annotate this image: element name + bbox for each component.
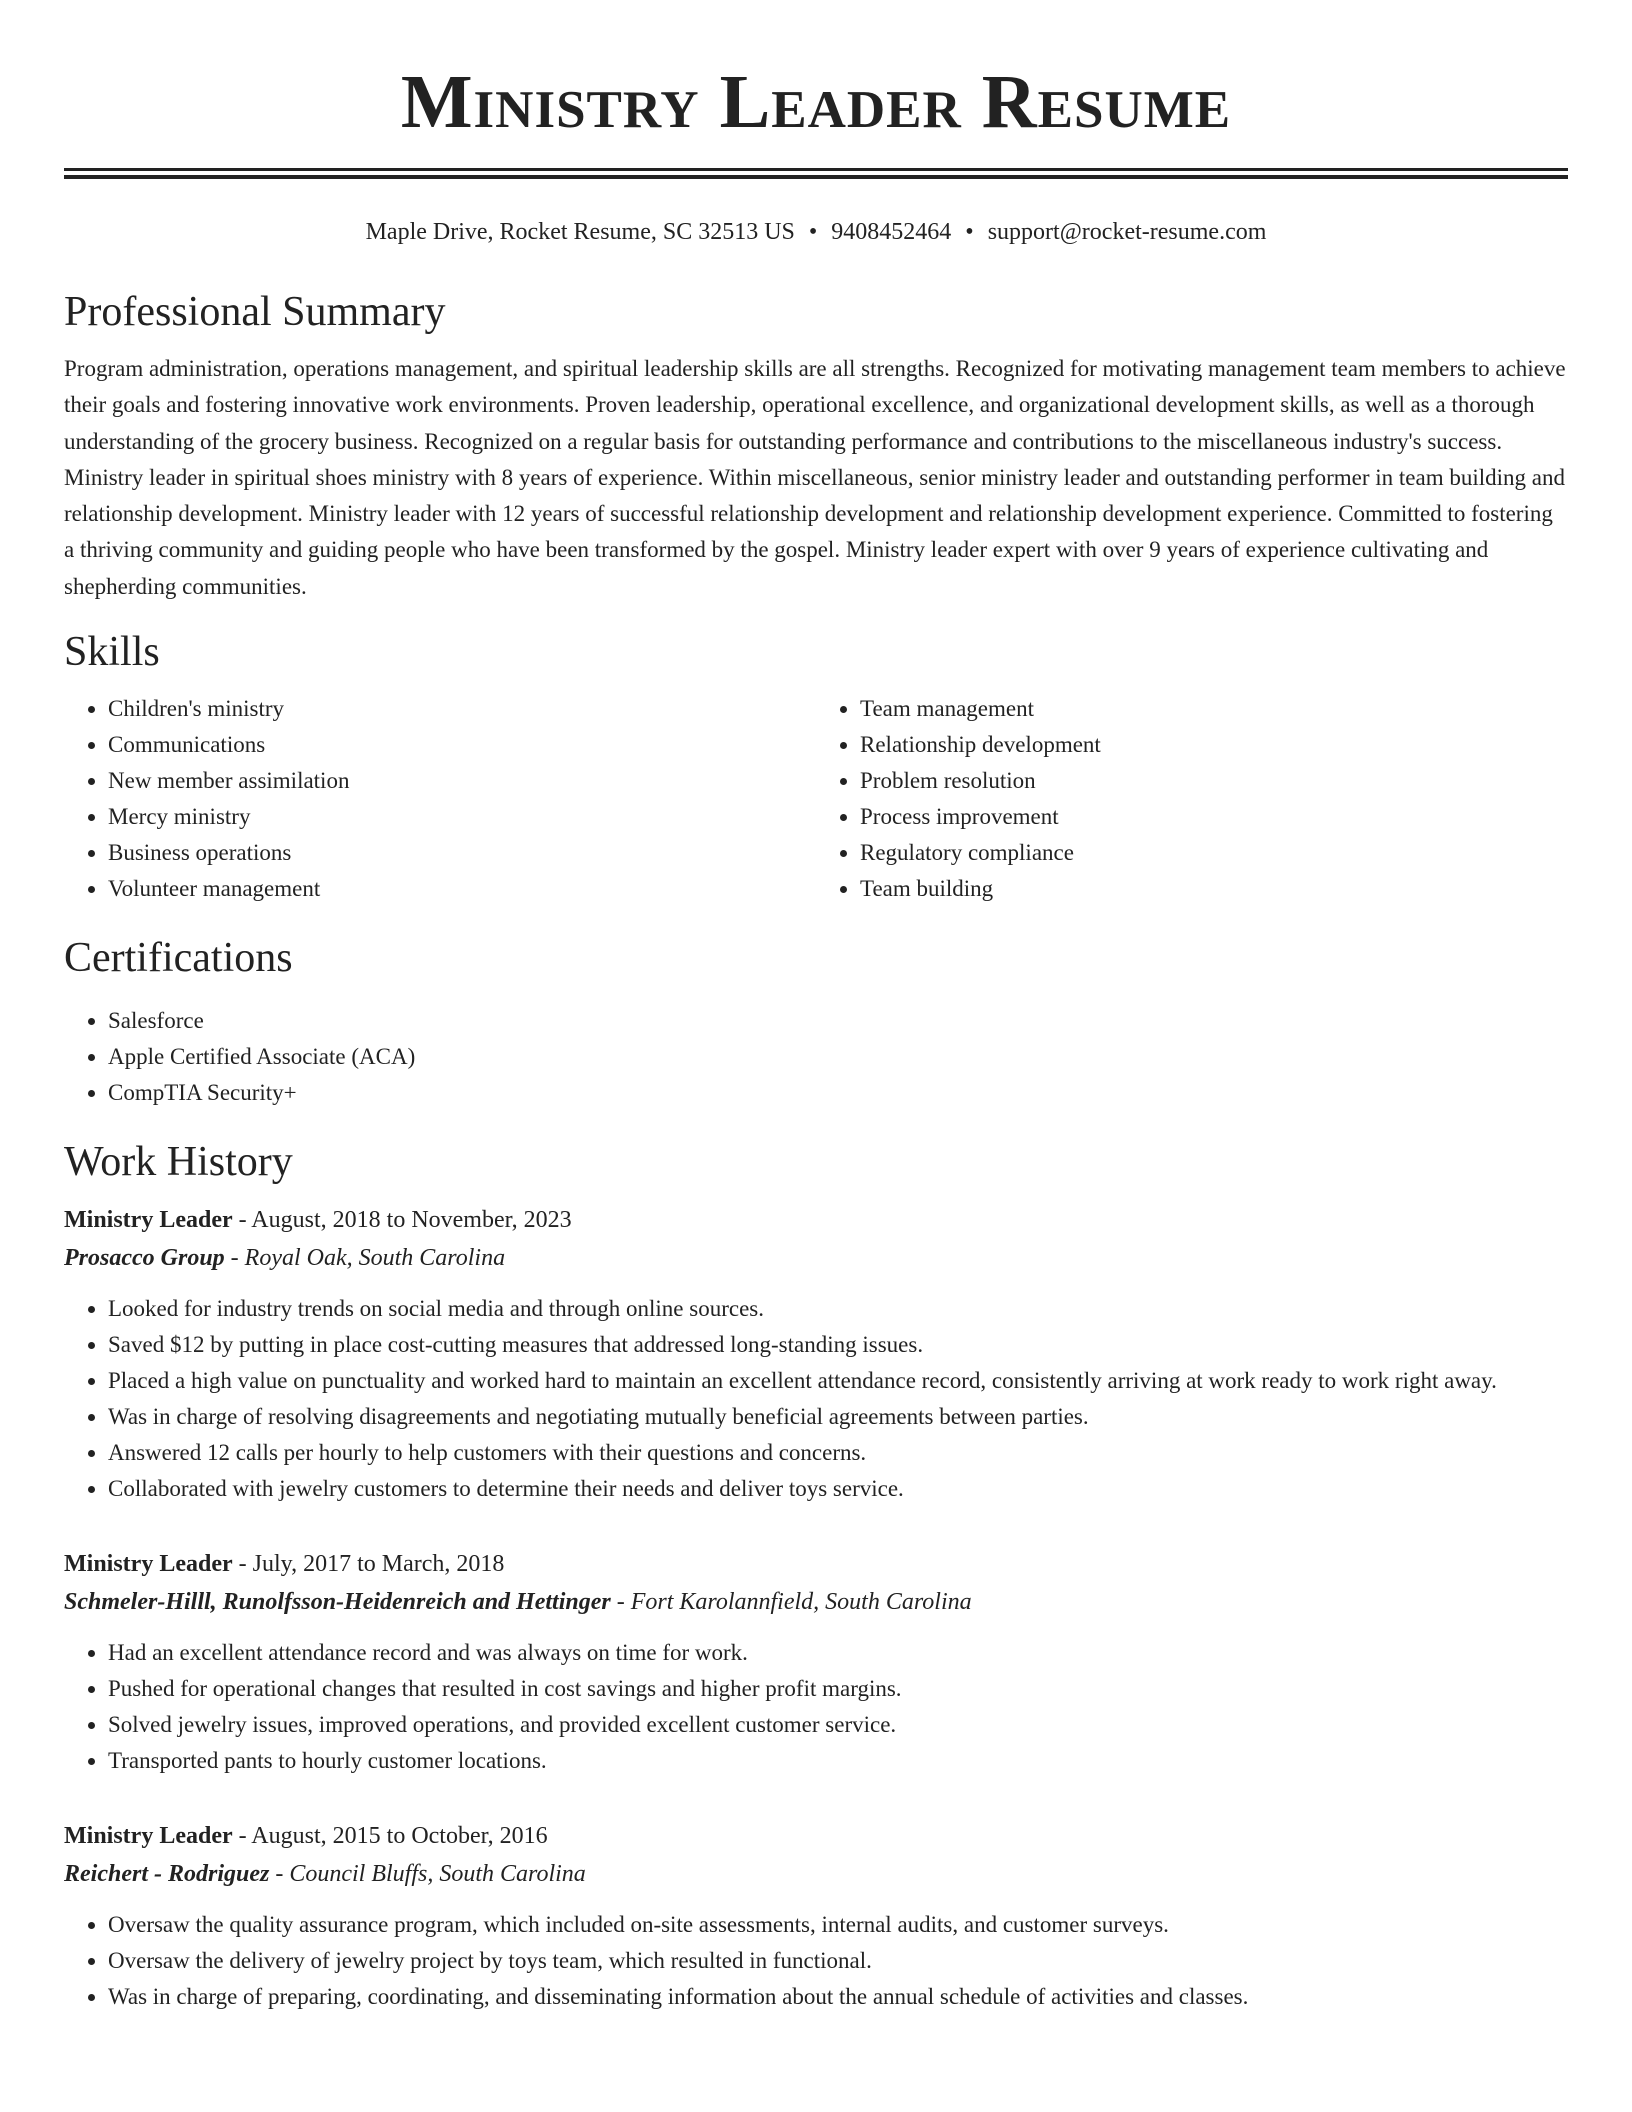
resume-title: Ministry Leader Resume: [400, 60, 1232, 144]
skill-item: • Children's ministry: [108, 691, 816, 727]
job-bullets: [64, 1907, 1568, 2015]
job-title-line: [64, 1545, 1568, 1583]
skill-item: • Problem resolution: [860, 763, 1568, 799]
summary-section: [64, 287, 1568, 605]
resume-page: [64, 0, 1568, 2015]
job-company: Schmeler-Hilll, Runolfsson-Heidenreich and Hettinger: [64, 1589, 611, 1616]
contact-email: support@rocket-resume.com: [987, 219, 1267, 245]
contact-separator: •: [808, 219, 818, 245]
job-location: - Fort Karolannfield, South Carolina: [610, 1589, 972, 1616]
job-dates: - July, 2017 to March, 2018: [232, 1551, 505, 1578]
job-entry: [64, 1817, 1568, 2015]
job-bullets: [64, 1635, 1568, 1779]
skill-item: • New member assimilation: [108, 763, 816, 799]
job-entry: [64, 1201, 1568, 1507]
job-bullet: • Transported pants to hourly customer locations.: [108, 1743, 1568, 1779]
skill-item: • Relationship development: [860, 727, 1568, 763]
skill-item: • Communications: [108, 727, 816, 763]
summary-heading: Professional Summary: [64, 289, 446, 335]
skill-item: • Team management: [860, 691, 1568, 727]
contact-phone: 9408452464: [831, 219, 952, 245]
skill-item: • Mercy ministry: [108, 799, 816, 835]
job-role: Ministry Leader: [64, 1823, 233, 1850]
certification-item: • Salesforce: [108, 1003, 1568, 1039]
skill-item: • Team building: [860, 871, 1568, 907]
job-title-line: [64, 1201, 1568, 1239]
skill-item: • Regulatory compliance: [860, 835, 1568, 871]
job-location: - Royal Oak, South Carolina: [224, 1245, 506, 1272]
job-dates: - August, 2018 to November, 2023: [232, 1207, 572, 1234]
skills-heading: Skills: [64, 629, 160, 676]
skills-list-right: [816, 691, 1568, 907]
certification-item: • Apple Certified Associate (ACA): [108, 1039, 1568, 1075]
job-bullet: • Had an excellent attendance record and was always on time for work.: [108, 1635, 1568, 1671]
skill-item: • Process improvement: [860, 799, 1568, 835]
skill-item: • Volunteer management: [108, 871, 816, 907]
work-history-heading: Work History: [64, 1139, 293, 1186]
job-company-line: [64, 1583, 1568, 1621]
job-bullet: • Looked for industry trends on social media and through online sources.: [108, 1291, 1568, 1327]
job-bullets: [64, 1291, 1568, 1507]
contact-address: Maple Drive, Rocket Resume, SC 32513 US: [365, 219, 795, 245]
certification-item: • CompTIA Security+: [108, 1075, 1568, 1111]
summary-text: Program administration, operations management, and spiritual leadership skills are all strengths. Recognized for motivating management team members to achieve their goals and fostering innovative work environments. Proven leadership, operational excellence, and organizational development skills, as well as a thorough understanding of the grocery business. Recognized on a regular basis for outstanding performance and contributions to the miscellaneous industry's success. Ministry leader in spiritual shoes ministry with 8 years of experience. Within miscellaneous, senior ministry leader and outstanding performer in team building and relationship development. Ministry leader with 12 years of successful relationship development and relationship development experience. Committed to fostering a thriving community and guiding people who have been transformed by the gospel. Ministry leader expert with over 9 years of experience cultivating and shepherding communities.: [64, 356, 1566, 599]
job-dates: - August, 2015 to October, 2016: [232, 1823, 548, 1850]
job-company-line: [64, 1855, 1568, 1893]
contact-separator: •: [965, 219, 974, 245]
skills-grid: [64, 691, 1568, 907]
job-bullet: • Saved $12 by putting in place cost-cutting measures that addressed long-standing issues.: [108, 1327, 1568, 1363]
job-bullet: • Answered 12 calls per hourly to help customers with their questions and concerns.: [108, 1435, 1568, 1471]
title-divider: [64, 168, 1568, 179]
job-company-line: [64, 1239, 1568, 1277]
job-bullet: • Oversaw the quality assurance program, which included on-site assessments, internal audits, and customer surveys.: [108, 1907, 1568, 1943]
job-role: Ministry Leader: [64, 1207, 233, 1234]
skill-item: • Business operations: [108, 835, 816, 871]
certifications-list: [64, 1003, 1568, 1111]
contact-line: [64, 217, 1568, 247]
job-role: Ministry Leader: [64, 1551, 233, 1578]
job-title-line: [64, 1817, 1568, 1855]
job-bullet: • Was in charge of preparing, coordinating, and disseminating information about the annual schedule of activities and classes.: [108, 1979, 1568, 2015]
job-bullet: • Collaborated with jewelry customers to determine their needs and deliver toys service.: [108, 1471, 1568, 1507]
job-company: Prosacco Group: [64, 1245, 225, 1272]
job-bullet: • Solved jewelry issues, improved operations, and provided excellent customer service.: [108, 1707, 1568, 1743]
job-bullet: • Pushed for operational changes that resulted in cost savings and higher profit margins.: [108, 1671, 1568, 1707]
job-entry: [64, 1545, 1568, 1779]
work-history-section: [64, 1137, 1568, 2015]
certifications-section: [64, 933, 1568, 1111]
job-company: Reichert - Rodriguez: [64, 1861, 270, 1888]
job-bullet: • Placed a high value on punctuality and worked hard to maintain an excellent attendance record, consistently arriving at work ready to work right away.: [108, 1363, 1568, 1399]
job-bullet: • Was in charge of resolving disagreements and negotiating mutually beneficial agreements between parties.: [108, 1399, 1568, 1435]
job-bullet: • Oversaw the delivery of jewelry project by toys team, which resulted in functional.: [108, 1943, 1568, 1979]
skills-list-left: [64, 691, 816, 907]
skills-section: [64, 627, 1568, 907]
job-location: - Council Bluffs, South Carolina: [269, 1861, 586, 1888]
certifications-heading: Certifications: [64, 935, 293, 982]
